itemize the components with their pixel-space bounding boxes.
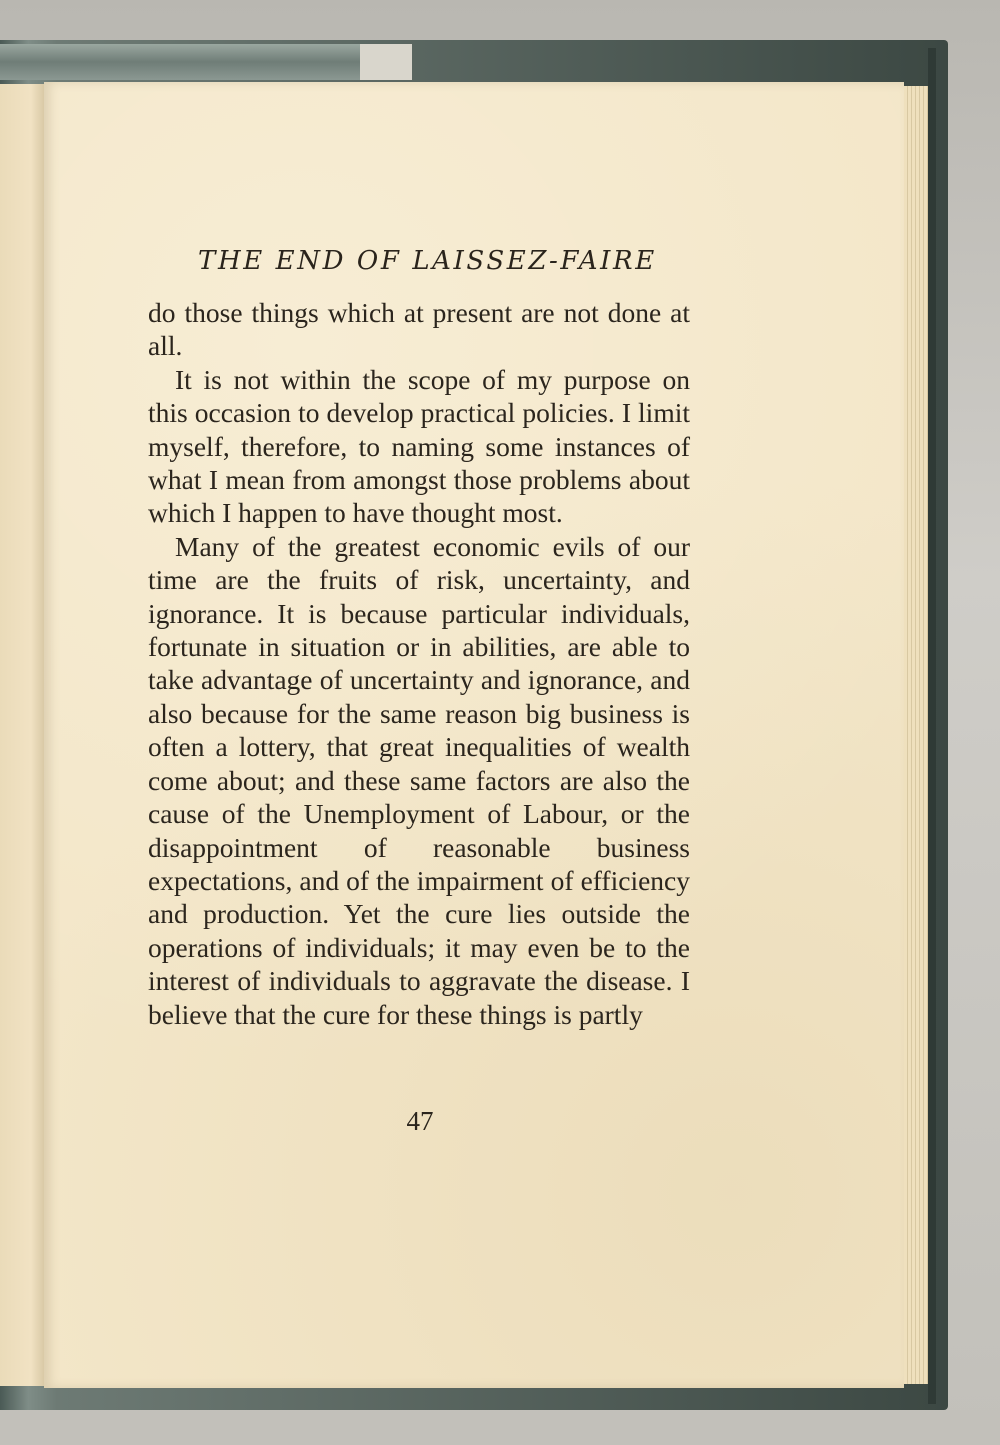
facing-page-edge (0, 84, 45, 1386)
dust-jacket-fold (360, 44, 412, 80)
cover-spine-strip (0, 44, 360, 80)
page-number: 47 (406, 1106, 434, 1136)
paragraph: It is not within the scope of my purpose on this occasion to develop practical policies. I limit myself, therefore, to naming some instances of what I mean from amongst those problems about which I happen to have thought most. (148, 363, 690, 529)
paragraph: Many of the greatest economic evils of our time are the fruits of risk, uncertainty, and ignorance. It is because particular individuals, fortunate in situation or in abilities, are able to take advantage of uncertainty and ignorance, and also because for the same reason big business is often a lottery, that great inequalities of wealth come about; and these same factors are also the cause of the Unemployment of Labour, or the disappointment of reasonable business expectations, and of the impairment of efficiency and production. Yet the cure lies outside the operations of individuals; it may even be to the interest of individuals to aggravate the disease. I believe that the cure for these things is partly (148, 530, 690, 1030)
running-head: THE END OF LAISSEZ-FAIRE (198, 246, 657, 276)
body-text (148, 296, 690, 1031)
paragraph-continued: do those things which at present are not done at all. (148, 297, 690, 362)
cover-board-edge (928, 48, 936, 1404)
page-stack-edges (904, 86, 928, 1384)
